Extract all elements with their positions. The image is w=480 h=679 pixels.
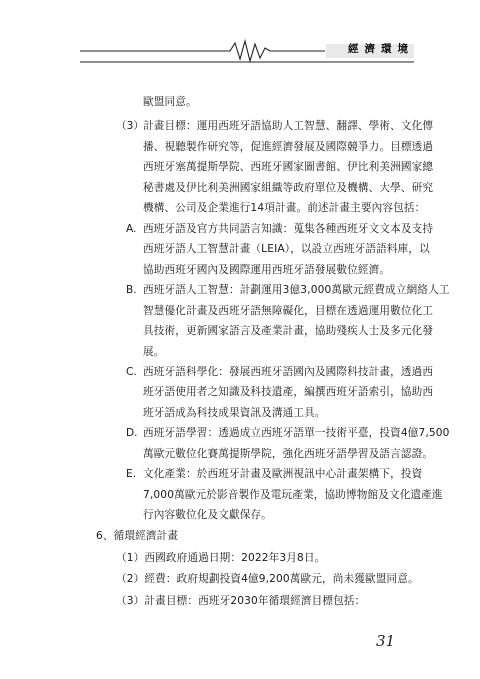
subitem-a-line: 西班牙語及官方共同語言知識：蒐集各種西班牙文文本及支持 [143, 222, 434, 235]
item-3-line: 機構、公司及企業進行14項計畫。前述計畫主要內容包括： [143, 202, 426, 215]
subitem-e-label: E. [126, 468, 137, 481]
page-number: 31 [376, 632, 396, 650]
subitem-a-label: A. [126, 222, 137, 235]
section-6-item: （3）計畫目標：西班牙2030年循環經濟目標包括： [116, 594, 366, 607]
subitem-b-line: 智慧優化計畫及西班牙語無障礙化，目標在透過運用數位化工 [143, 304, 434, 317]
subitem-e-line: 行內容數位化及文獻保存。 [143, 509, 272, 522]
subitem-d-line: 西班牙語學習：透過成立西班牙語單一技術平臺，投資4億7,500 [143, 427, 450, 440]
subitem-e-line: 文化產業：於西班牙計畫及歐洲視訊中心計畫架構下，投資 [143, 468, 423, 481]
section-6-heading: 6、循環經濟計畫 [96, 529, 179, 542]
section-6-item: （1）西國政府通過日期：2022年3月8日。 [116, 551, 326, 564]
subitem-b-line: 具技術，更新國家語言及產業計畫，協助殘疾人士及多元化發 [143, 325, 434, 338]
subitem-c-line: 班牙語使用者之知識及科技遺產，編撰西班牙語索引，協助西 [143, 386, 434, 399]
section-6-item: （2）經費：政府規劃投資4億9,200萬歐元，尚未獲歐盟同意。 [116, 573, 419, 586]
item-3-label: （3） [116, 120, 144, 133]
header-title: 經濟環境 [348, 43, 414, 55]
subitem-b-line: 西班牙語人工智慧：計劃運用3億3,000萬歐元經費成立網絡人工 [143, 284, 450, 297]
item-3-line: 西班牙塞萬提斯學院、西班牙國家圖書館、伊比利美洲國家總 [143, 161, 434, 174]
subitem-d-label: D. [126, 427, 138, 440]
item-3-line: 計畫目標：運用西班牙語協助人工智慧、翻譯、學術、文化傳 [143, 120, 434, 133]
subitem-a-line: 協助西班牙國內及國際運用西班牙語發展數位經濟。 [143, 263, 391, 276]
subitem-c-line: 西班牙語科學化：發展西班牙語國內及國際科技計畫，透過西 [143, 365, 434, 378]
subitem-b-label: B. [126, 284, 137, 297]
subitem-b-line: 展。 [143, 345, 165, 358]
subitem-a-line: 西班牙語人工智慧計畫（LEIA），以設立西班牙語語料庫，以 [143, 243, 430, 256]
item-3-line: 播、視聽製作研究等，促進經濟發展及國際競爭力。目標透過 [143, 140, 434, 153]
paragraph-continuation: 歐盟同意。 [143, 96, 197, 109]
subitem-e-line: 7,000萬歐元於影音製作及電玩產業，協助博物館及文化遺產進 [143, 488, 443, 501]
subitem-c-line: 班牙語成為科技成果資訊及溝通工具。 [143, 406, 326, 419]
subitem-c-label: C. [126, 365, 137, 378]
item-3-line: 秘書處及伊比利美洲國家組織等政府單位及機構、大學、研究 [143, 181, 434, 194]
subitem-d-line: 萬歐元數位化賽萬提斯學院，強化西班牙語學習及語言認證。 [143, 447, 434, 460]
